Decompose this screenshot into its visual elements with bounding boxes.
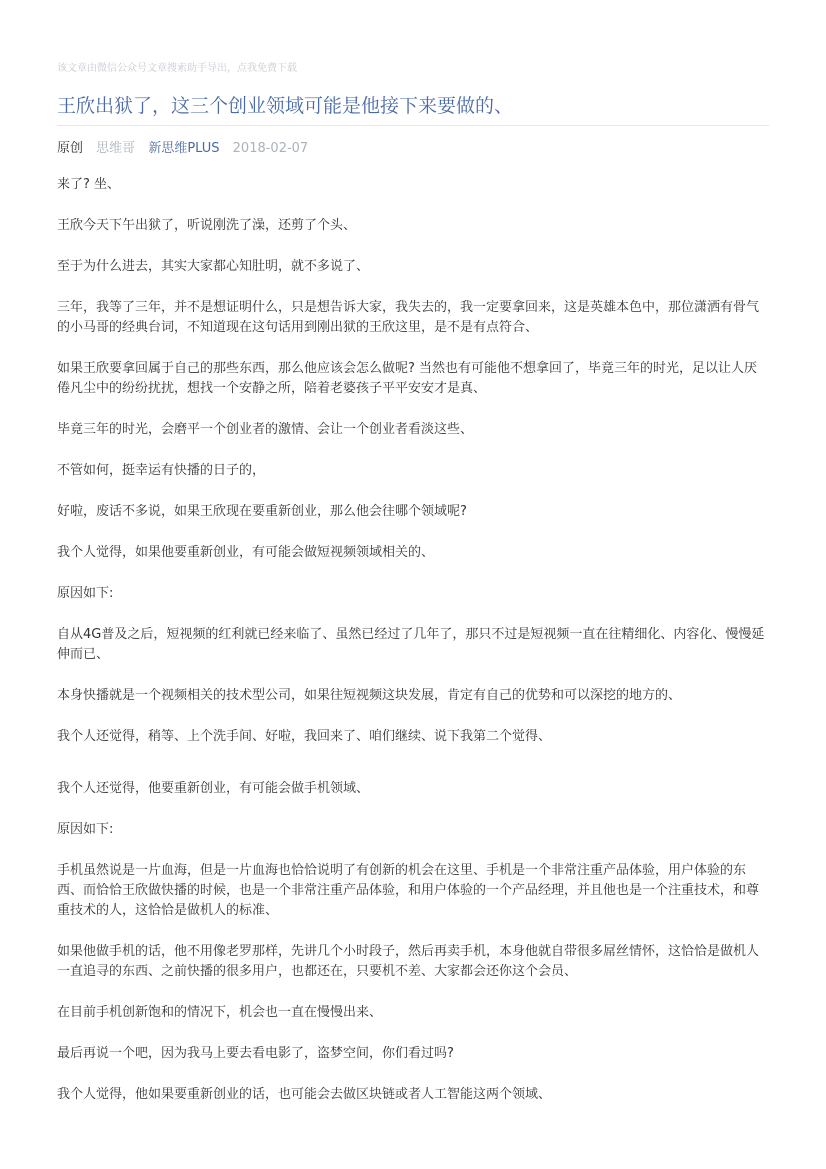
paragraph: 三年，我等了三年，并不是想证明什么，只是想告诉大家，我失去的，我一定要拿回来，这是英雄本色中，那位潇洒有骨气的小马哥的经典台词，不知道现在这句话用到刚出狱的王欣这里，是不是有点符合、 <box>57 300 760 335</box>
paragraph: 我个人还觉得，稍等、上个洗手间、好啦，我回来了、咱们继续、说下我第二个觉得、 <box>57 729 552 744</box>
paragraph: 好啦，废话不多说，如果王欣现在要重新创业，那么他会往哪个领域呢? <box>57 504 467 519</box>
paragraph: 王欣今天下午出狱了，听说刚洗了澡，还剪了个头、 <box>57 218 357 233</box>
paragraph: 本身快播就是一个视频相关的技术型公司，如果往短视频这块发展，肯定有自己的优势和可以深挖的地方的、 <box>57 688 682 703</box>
paragraph: 原因如下: <box>57 822 114 837</box>
account-name-link[interactable]: 新思维PLUS <box>148 141 220 156</box>
title-divider <box>57 125 769 126</box>
paragraph: 手机虽然说是一片血海，但是一片血海也恰恰说明了有创新的机会在这里、手机是一个非常注重产品体验，用户体验的东西、而恰恰王欣做快播的时候，也是一个非常注重产品体验，和用户体验的一个产品经理，并且他也是一个注重技术，和尊重技术的人，这恰恰是做机人的标准、 <box>57 863 760 918</box>
paragraph: 原因如下: <box>57 586 114 601</box>
paragraph: 我个人觉得，如果他要重新创业，有可能会做短视频领域相关的、 <box>57 545 435 560</box>
original-tag: 原创 <box>57 141 84 156</box>
paragraph: 如果王欣要拿回属于自己的那些东西，那么他应该会怎么做呢? 当然也有可能他不想拿回了，毕竟三年的时光，足以让人厌倦凡尘中的纷纷扰扰，想找一个安静之所，陪着老婆孩子平平安安才是真、 <box>57 361 758 396</box>
publish-date: 2018-02-07 <box>232 141 309 156</box>
paragraph: 自从4G普及之后，短视频的红利就已经来临了、虽然已经过了几年了，那只不过是短视频一直在往精细化、内容化、慢慢延伸而已、 <box>57 627 765 662</box>
paragraph: 我个人还觉得，他要重新创业，有可能会做手机领域、 <box>57 781 370 796</box>
paragraph: 如果他做手机的话，他不用像老罗那样，先讲几个小时段子，然后再卖手机，本身他就自带很多屌丝情怀，这恰恰是做机人一直追寻的东西、之前快播的很多用户，也都还在，只要机不差、大家都会还你这个会员、 <box>57 944 760 979</box>
paragraph: 不管如何，挺幸运有快播的日子的， <box>57 463 266 478</box>
paragraph: 我个人觉得，他如果要重新创业的话，也可能会去做区块链或者人工智能这两个领域、 <box>57 1087 552 1102</box>
article-body <box>57 175 769 1126</box>
article-meta <box>57 140 317 158</box>
paragraph: 至于为什么进去，其实大家都心知肚明，就不多说了、 <box>57 259 370 274</box>
paragraph: 来了? 坐、 <box>57 177 121 192</box>
export-notice-link[interactable]: 该文章由微信公众号文章搜索助手导出，点我免费下载 <box>57 63 297 74</box>
author-name: 思维哥 <box>96 141 136 156</box>
paragraph: 毕竟三年的时光，会磨平一个创业者的激情、会让一个创业者看淡这些、 <box>57 422 474 437</box>
article-title: 王欣出狱了，这三个创业领域可能是他接下来要做的、 <box>57 95 514 117</box>
paragraph: 最后再说一个吧，因为我马上要去看电影了，盗梦空间，你们看过吗? <box>57 1046 454 1061</box>
paragraph: 在目前手机创新饱和的情况下，机会也一直在慢慢出来、 <box>57 1005 383 1020</box>
